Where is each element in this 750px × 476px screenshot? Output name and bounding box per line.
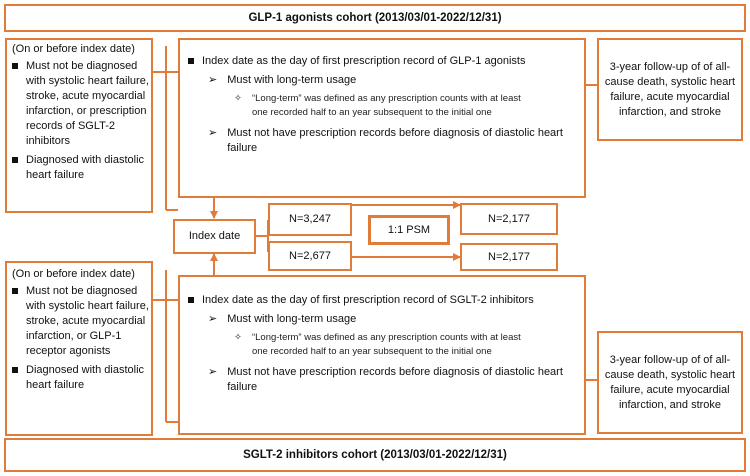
glp1-followup-box: 3-year follow-up of of all-cause death, systolic heart failure, acute myocardial infarction, and stroke [597, 38, 743, 141]
criteria-sub: ➢ Must with long-term usage [208, 313, 357, 325]
bullet-square-icon [12, 367, 18, 373]
glp1-n-before-psm: N=3,247 [268, 203, 352, 236]
glp1-n-after-psm: N=2,177 [460, 203, 558, 235]
criteria-main: Index date as the day of first prescription record of GLP-1 agonists [188, 54, 580, 69]
sglt2-followup-box: 3-year follow-up of of all-cause death, systolic heart failure, acute myocardial infarction, and stroke [597, 331, 743, 434]
glp1-index-criteria [188, 54, 580, 156]
sglt2-index-criteria [188, 293, 580, 395]
sglt2-n-before-psm: N=2,677 [268, 241, 352, 271]
criteria-item: Diagnosed with diastolic heart failure [12, 153, 150, 183]
bullet-square-icon [12, 288, 18, 294]
bullet-square-icon [188, 297, 194, 303]
bullet-square-icon [188, 58, 194, 64]
criteria-sub: ➢ Must not have prescription records before diagnosis of diastolic heart failure [208, 127, 563, 154]
psm-box: 1:1 PSM [368, 215, 450, 245]
criteria-main: Index date as the day of first prescription record of SGLT-2 inhibitors [188, 293, 580, 308]
diamond-bullet-icon: ✧ [234, 93, 242, 104]
long-term-note: ✧ “Long-term” was defined as any prescription counts with at least one recorded half to an year subsequent to the initial one [234, 332, 521, 357]
glp1-cohort-banner: GLP-1 agonists cohort (2013/03/01-2022/12/31) [4, 4, 746, 32]
arrow-bullet-icon: ➢ [208, 366, 218, 378]
arrow-bullet-icon: ➢ [208, 127, 218, 139]
criteria-header: (On or before index date) [12, 268, 135, 280]
arrow-bullet-icon: ➢ [208, 74, 218, 86]
glp1-exclusion-criteria [12, 42, 150, 183]
index-date-box: Index date [173, 219, 256, 254]
sglt2-cohort-banner: SGLT-2 inhibitors cohort (2013/03/01-2022/12/31) [4, 438, 746, 472]
sglt2-n-after-psm: N=2,177 [460, 243, 558, 271]
criteria-item: Must not be diagnosed with systolic heart failure, stroke, acute myocardial infarction, or prescription records of SGLT-2 inhibitors [12, 59, 150, 149]
bullet-square-icon [12, 63, 18, 69]
criteria-sub: ➢ Must not have prescription records before diagnosis of diastolic heart failure [208, 366, 563, 393]
arrow-bullet-icon: ➢ [208, 313, 218, 325]
diamond-bullet-icon: ✧ [234, 332, 242, 343]
criteria-item: Diagnosed with diastolic heart failure [12, 363, 150, 393]
bullet-square-icon [12, 157, 18, 163]
criteria-sub: ➢ Must with long-term usage [208, 74, 357, 86]
long-term-note: ✧ “Long-term” was defined as any prescription counts with at least one recorded half to an year subsequent to the initial one [234, 93, 521, 118]
sglt2-exclusion-criteria [12, 267, 150, 393]
criteria-header: (On or before index date) [12, 43, 135, 55]
criteria-item: Must not be diagnosed with systolic heart failure, stroke, acute myocardial infarction, or GLP-1 receptor agonists [12, 284, 150, 359]
